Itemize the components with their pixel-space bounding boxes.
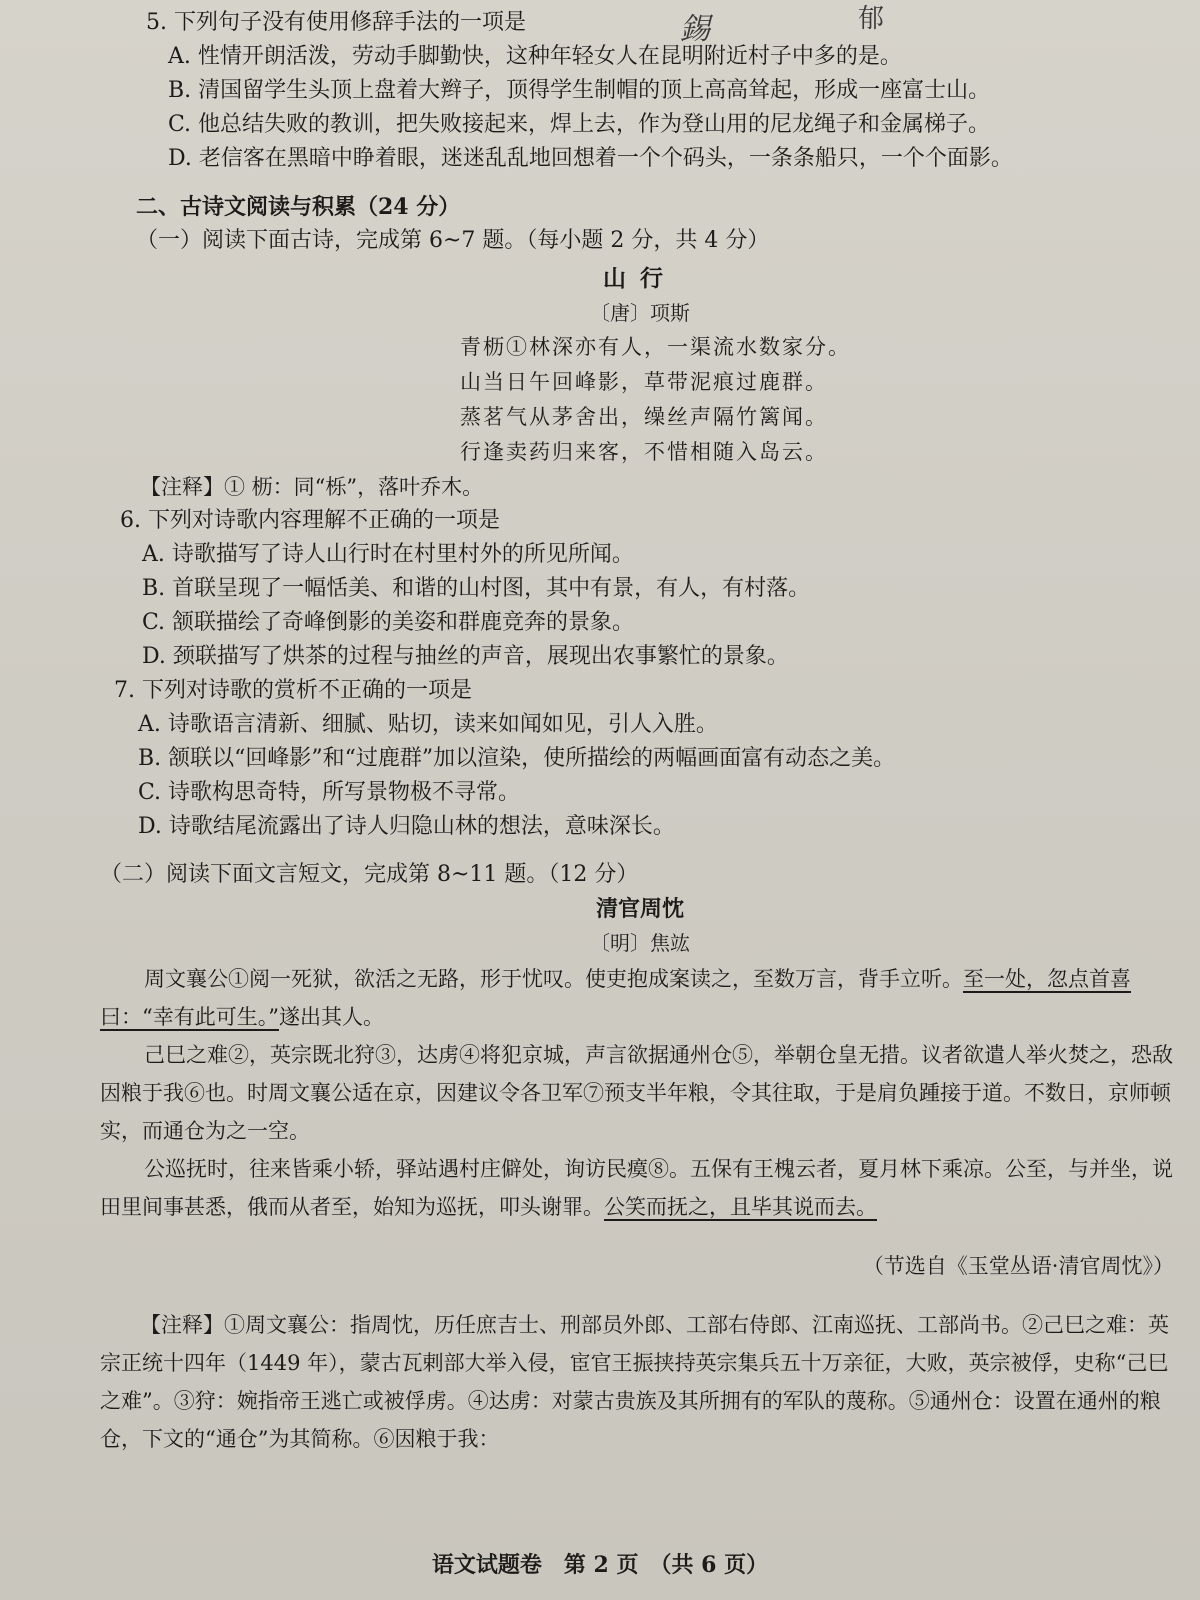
poem-note: 【注释】① 枥：同“栎”，落叶乔木。 [140, 475, 484, 499]
q6-stem: 6. 下列对诗歌内容理解不正确的一项是 [120, 508, 500, 533]
prose-p3-text: 公巡抚时，往来皆乘小轿，驿站遇村庄僻处，询访民瘼⑧。五保有王槐云者，夏月林下乘凉。公至，与并坐，说田里间事甚悉，俄而从者至，始知为巡抚，叩头谢罪。 [100, 1157, 1173, 1219]
q6-option-d: D. 颈联描写了烘茶的过程与抽丝的声音，展现出农事繁忙的景象。 [142, 644, 789, 669]
q5-option-c: C. 他总结失败的教训，把失败接起来，焊上去，作为登山用的尼龙绳子和金属梯子。 [168, 112, 991, 137]
prose-notes: 【注释】①周文襄公：指周忱，历任庶吉士、刑部员外郎、工部右侍郎、江南巡抚、工部尚书。②己巳之难：英宗正统十四年（1449 年），蒙古瓦剌部大举入侵，宦官王振挟持英宗集兵五十万亲征，大败，英宗被俘，史称“己巳之难”。③狩：婉指帝王逃亡或被俘虏。④达虏：对蒙古贵族及其所拥有的军队的蔑称。⑤通州仓：设置在通州的粮仓，下文的“通仓”为其简称。⑥因粮于我： [100, 1313, 1169, 1451]
prose-paragraph-3 [100, 1150, 1180, 1226]
section-title: 二、古诗文阅读与积累（24 分） [136, 194, 461, 220]
prose-paragraph-2: 己巳之难②，英宗既北狩③，达虏④将犯京城，声言欲据通州仓⑤，举朝仓皇无措。议者欲遣人举火焚之，恐敌因粮于我⑥也。时周文襄公适在京，因建议令各卫军⑦预支半年粮，令其往取，于是肩负踵接于道。不数日，京师顿实，而通仓为之一空。 [100, 1043, 1173, 1143]
q5-option-b: B. 清国留学生头顶上盘着大辫子，顶得学生制帽的顶上高高耸起，形成一座富士山。 [168, 78, 991, 103]
q7-stem: 7. 下列对诗歌的赏析不正确的一项是 [114, 678, 472, 703]
q5-option-a: A. 性情开朗活泼，劳动手脚勤快，这种年轻女人在昆明附近村子中多的是。 [168, 44, 902, 69]
prose-author: 〔明〕焦竑 [590, 931, 690, 955]
q7-option-d: D. 诗歌结尾流露出了诗人归隐山林的想法，意味深长。 [138, 814, 675, 839]
q6-option-a: A. 诗歌描写了诗人山行时在村里村外的所见所闻。 [142, 542, 634, 567]
q7-option-a: A. 诗歌语言清新、细腻、贴切，读来如闻如见，引人入胜。 [138, 712, 718, 737]
page-footer: 语文试题卷 第 2 页 （共 6 页） [431, 1552, 769, 1578]
part2-intro: （二）阅读下面文言短文，完成第 8~11 题。（12 分） [100, 862, 639, 887]
prose-source: （节选自《玉堂丛语·清官周忱》） [862, 1254, 1174, 1278]
handwritten-mark-2: 郁 [858, 4, 885, 34]
q6-option-b: B. 首联呈现了一幅恬美、和谐的山村图，其中有景，有人，有村落。 [142, 576, 811, 601]
prose-p1-underlined: 至一处，忽点首喜曰：“幸有此可生。” [100, 967, 1131, 1029]
prose-p1-text: 周文襄公①阅一死狱，欲活之无路，形于忧叹。使吏抱成案读之，至数万言，背手立听。 [144, 967, 963, 991]
q7-option-b: B. 颔联以“回峰影”和“过鹿群”加以渲染，使所描绘的两幅画面富有动态之美。 [138, 746, 896, 771]
poem-line: 青枥①林深亦有人，一渠流水数家分。 [460, 335, 851, 359]
prose-p1-end: 遂出其人。 [278, 1005, 384, 1029]
poem-title: 山行 [603, 265, 677, 292]
poem-line: 行逢卖药归来客，不惜相随入岛云。 [460, 440, 828, 464]
q5-option-d: D. 老信客在黑暗中睁着眼，迷迷乱乱地回想着一个个码头，一条条船只，一个个面影。 [168, 146, 1013, 171]
q7-option-c: C. 诗歌构思奇特，所写景物极不寻常。 [138, 780, 521, 805]
q6-option-c: C. 颔联描绘了奇峰倒影的美姿和群鹿竞奔的景象。 [142, 610, 635, 635]
poem-line: 山当日午回峰影，草带泥痕过鹿群。 [460, 370, 828, 394]
prose-title: 清官周忱 [595, 896, 684, 922]
part1-intro: （一）阅读下面古诗，完成第 6~7 题。（每小题 2 分，共 4 分） [136, 228, 770, 253]
poem-line: 蒸茗气从茅舍出，缲丝声隔竹篱闻。 [460, 405, 828, 429]
q5-stem: 5. 下列句子没有使用修辞手法的一项是 [146, 10, 526, 35]
exam-content [100, 6, 1180, 1458]
handwritten-mark: 錫 [680, 12, 710, 47]
prose-p3-underlined: 公笑而抚之，且毕其说而去。 [604, 1195, 877, 1219]
poem-author: 〔唐〕项斯 [590, 301, 690, 325]
prose-paragraph-1 [100, 960, 1180, 1036]
